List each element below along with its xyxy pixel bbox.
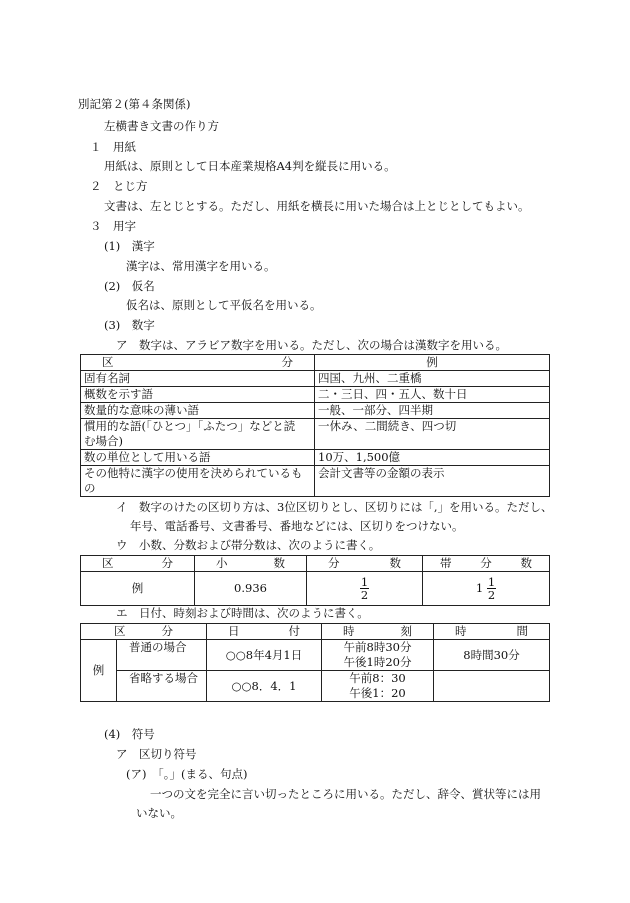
cell-kubun: 数の単位として用いる語 xyxy=(81,450,315,466)
header-kubun: 区 分 xyxy=(81,556,195,572)
cell-kubun: その他特に漢字の使用を決められているも の xyxy=(81,466,315,497)
mixed-fraction-example: 1 $\frac{1}{2}$ xyxy=(423,572,550,606)
table-header xyxy=(81,556,550,572)
kanji-heading: (1) 漢字 xyxy=(104,239,155,253)
date-short: ○○8．4．1 xyxy=(207,671,322,702)
row-label: 例 xyxy=(81,640,117,702)
section-3-heading: ３ 用字 xyxy=(90,219,136,233)
numbers-a: ア 数字は、アラビア数字を用いる。ただし、次の場合は漢数字を用いる。 xyxy=(116,338,507,352)
table-row xyxy=(81,572,550,606)
cell-rei: 一休み、二間続き、四つ切 xyxy=(315,419,550,450)
time-normal: 午前8時30分 午後1時20分 xyxy=(322,640,434,671)
header-jikan: 時 間 xyxy=(434,624,550,640)
cell-kubun: 概数を示す語 xyxy=(81,387,315,403)
header-bunsu: 分 数 xyxy=(307,556,423,572)
cell-kubun: 固有名詞 xyxy=(81,371,315,387)
table-row xyxy=(81,387,550,403)
symbols-a1: (ア) 「。」(まる、句点) xyxy=(126,767,248,781)
cell-rei: 10万、1,500億 xyxy=(315,450,550,466)
section-1-heading: １ 用紙 xyxy=(90,140,136,154)
numbers-u: ウ 小数、分数および帯分数は、次のように書く。 xyxy=(116,538,381,552)
symbols-a: ア 区切り符号 xyxy=(116,747,197,761)
date-time-table xyxy=(80,623,550,702)
time-short: 午前8：30 午後1：20 xyxy=(322,671,434,702)
symbols-body-line1: 一つの文を完全に言い切ったところに用いる。ただし、辞令、賞状等には用 xyxy=(150,787,541,801)
row-label: 例 xyxy=(81,572,195,606)
table-header xyxy=(81,624,550,640)
numbers-e: エ 日付、時刻および時間は、次のように書く。 xyxy=(116,606,369,620)
header-kubun: 区 分 xyxy=(81,355,315,371)
date-normal: ○○8年4月1日 xyxy=(207,640,322,671)
duration-short xyxy=(434,671,550,702)
kanji-numeral-table xyxy=(80,354,550,497)
kana-heading: (2) 仮名 xyxy=(104,279,155,293)
section-2-body: 文書は、左とじとする。ただし、用紙を横長に用いた場合は上とじとしてもよい。 xyxy=(104,199,530,213)
header-shosu: 小 数 xyxy=(195,556,307,572)
decimal-fraction-table xyxy=(80,555,550,606)
symbols-heading: (4) 符号 xyxy=(104,727,155,741)
numbers-i-line2: 年号、電話番号、文書番号、番地などには、区切りをつけない。 xyxy=(130,519,464,533)
decimal-example: 0.936 xyxy=(195,572,307,606)
fraction-example: $\frac{1}{2}$ xyxy=(307,572,423,606)
cell-kubun: 数量的な意味の薄い語 xyxy=(81,403,315,419)
row-label-short: 省略する場合 xyxy=(117,671,207,702)
table-row xyxy=(81,450,550,466)
table-row xyxy=(81,640,550,671)
table-row xyxy=(81,403,550,419)
kanji-body: 漢字は、常用漢字を用いる。 xyxy=(126,259,276,273)
duration-normal: 8時間30分 xyxy=(434,640,550,671)
table-row xyxy=(81,466,550,497)
numbers-i-line1: イ 数字のけたの区切り方は、3位区切りとし、区切りには「,」を用いる。ただし、 xyxy=(116,500,553,514)
cell-rei: 四国、九州、二重橋 xyxy=(315,371,550,387)
table-row xyxy=(81,419,550,450)
header-kubun: 区 分 xyxy=(81,624,207,640)
appendix-label: 別記第２(第４条関係) xyxy=(78,97,191,111)
section-1-body: 用紙は、原則として日本産業規格A4判を縦長に用いる。 xyxy=(104,159,396,173)
row-label-normal: 普通の場合 xyxy=(117,640,207,671)
document-title: 左横書き文書の作り方 xyxy=(104,119,219,133)
header-jikoku: 時 刻 xyxy=(322,624,434,640)
section-2-heading: ２ とじ方 xyxy=(90,179,148,193)
kana-body: 仮名は、原則として平仮名を用いる。 xyxy=(126,298,322,312)
header-hizuke: 日 付 xyxy=(207,624,322,640)
table-row xyxy=(81,671,550,702)
header-taibunsu: 帯 分 数 xyxy=(423,556,550,572)
symbols-body-line2: いない。 xyxy=(136,806,182,820)
cell-rei: 一般、一部分、四半期 xyxy=(315,403,550,419)
table-header xyxy=(81,355,550,371)
table-row xyxy=(81,371,550,387)
cell-rei: 二・三日、四・五人、数十日 xyxy=(315,387,550,403)
header-rei: 例 xyxy=(315,355,550,371)
numbers-heading: (3) 数字 xyxy=(104,318,155,332)
cell-rei: 会計文書等の金額の表示 xyxy=(315,466,550,497)
cell-kubun: 慣用的な語(「ひとつ」「ふたつ」などと読 む場合) xyxy=(81,419,315,450)
